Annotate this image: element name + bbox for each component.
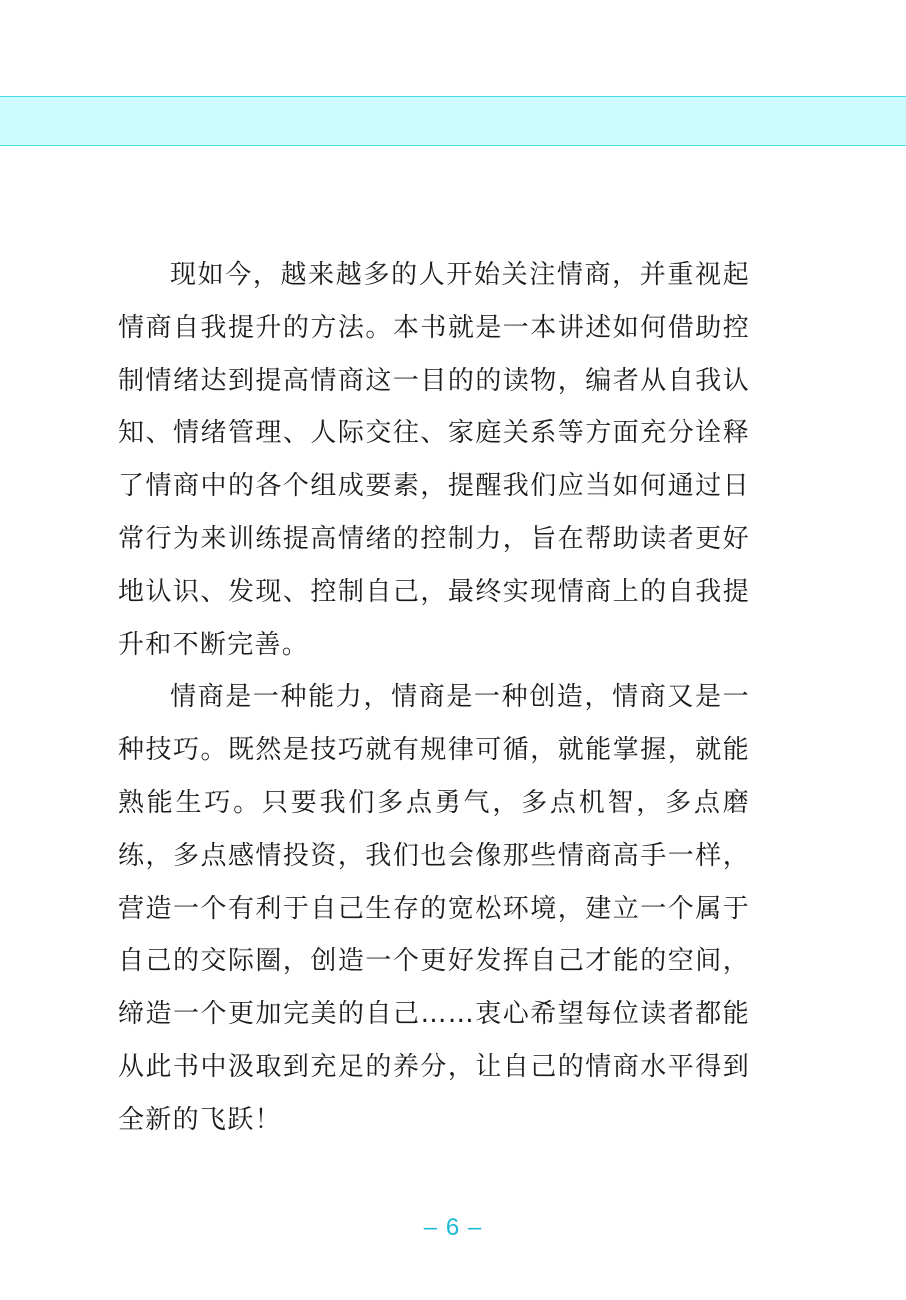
page-number: – 6 – bbox=[423, 1214, 483, 1241]
paragraph-1: 现如今，越来越多的人开始关注情商，并重视起情商自我提升的方法。本书就是一本讲述如何借助控制情绪达到提高情商这一目的的读物，编者从自我认知、情绪管理、人际交往、家庭关系等方面充分诠释了情商中的各个组成要素，提醒我们应当如何通过日常行为来训练提高情绪的控制力，旨在帮助读者更好地认识、发现、控制自己，最终实现情商上的自我提升和不断完善。 bbox=[118, 260, 750, 660]
header-band bbox=[0, 96, 906, 146]
paragraph-2: 情商是一种能力，情商是一种创造，情商又是一种技巧。既然是技巧就有规律可循，就能掌握，就能熟能生巧。只要我们多点勇气，多点机智，多点磨练，多点感情投资，我们也会像那些情商高手一样，营造一个有利于自己生存的宽松环境，建立一个属于自己的交际圈，创造一个更好发挥自己才能的空间，缔造一个更加完美的自己……衷心希望每位读者都能从此书中汲取到充足的养分，让自己的情商水平得到全新的飞跃！ bbox=[118, 682, 750, 1135]
body-text bbox=[118, 249, 750, 1147]
